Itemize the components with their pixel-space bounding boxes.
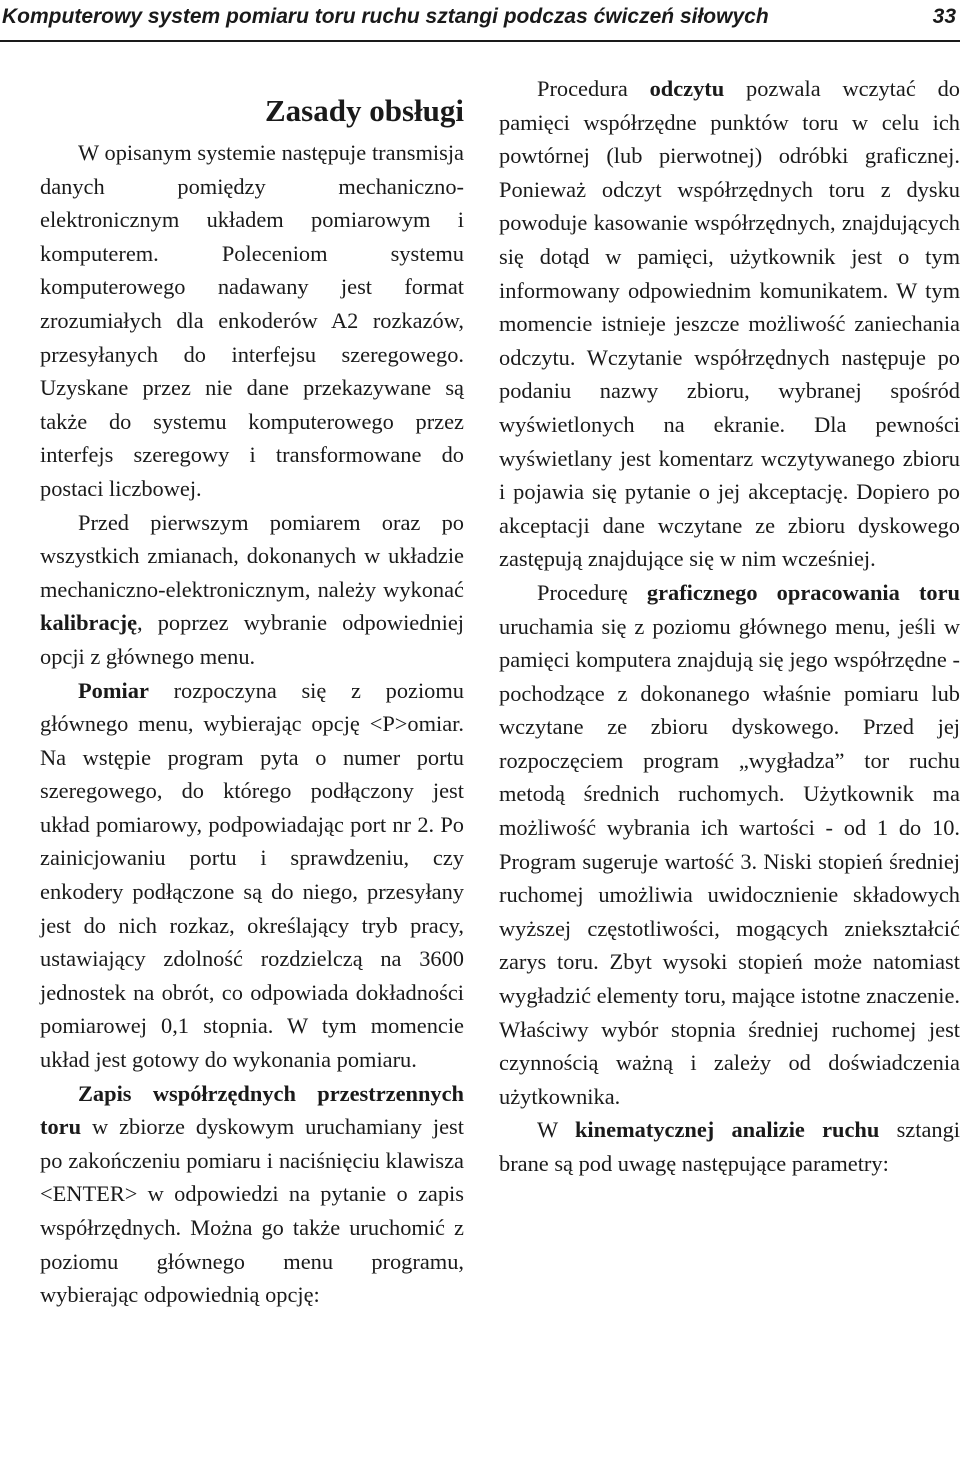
paragraph-calibration — [40, 506, 464, 674]
paragraph-measurement — [40, 674, 464, 1077]
text: w zbiorze dyskowym uruchamiany jest po zakończeniu pomiaru i naciśnięciu klawisza <ENTER> w odpowiedzi na pytanie o zapis współrzędnych. Można go także uruchomić z poziomu głównego menu programu, wybierając odpowiednią opcję: — [40, 1114, 464, 1308]
paragraph-transmission: W opisanym systemie następuje transmisja danych pomiędzy mechaniczno-elektronicznym układem pomiarowym i komputerem. Poleceniom systemu komputerowego nadawany jest format zrozumiałych dla enkoderów A2 rozkazów, przesyłanych do interfejsu szeregowego. Uzyskane przez nie dane przekazywane są także do systemu komputerowego przez interfejs szeregowy i transformowane do postaci liczbowej. — [40, 140, 464, 501]
text: sztangi brane są pod uwagę następujące parametry: — [499, 1117, 960, 1176]
text: W — [537, 1117, 575, 1143]
paragraph-kinematics — [499, 1113, 960, 1180]
header-rule — [0, 40, 960, 42]
running-header — [0, 0, 960, 34]
term-graphics: graficznego opracowania toru — [646, 579, 960, 605]
term-kinematics: kinematycznej analizie ruchu — [574, 1117, 880, 1143]
text: rozpoczyna się z poziomu głównego menu, wybierając opcję <P>omiar. Na wstępie program pyta o numer portu szeregowego, do którego podłączony jest układ pomiarowy, podpowiadając port nr 2. Po zainicjowaniu portu i sprawdzeniu, czy enkodery podłączone są do niego, przesyłany jest do nich rozkaz, określający tryb pracy, ustawiający zdolność rozdzielczą na 3600 jednostek na obrót, co odpowiada dokładności pomiarowej 0,1 stopnia. W tym momencie układ jest gotowy do wykonania pomiaru. — [40, 677, 464, 1073]
term-save: Zapis współrzędnych przestrzennych toru — [40, 1080, 464, 1140]
text: , poprzez wybranie odpowiedniej opcji z głównego menu. — [40, 610, 464, 669]
term-measurement: Pomiar — [78, 677, 149, 703]
term-read: odczytu — [649, 76, 725, 101]
text: uruchamia się z poziomu głównego menu, jeśli w pamięci komputera znajdują się jego współrzędne - pochodzące z dokonanego właśnie pomiaru lub wczytane ze zbioru dyskowego. Przed jej rozpoczęciem program „wygładza” tor ruchu metodą średnich ruchomych. Użytkownik ma możliwość wybrania ich wartości - od 1 do 10. Program sugeruje wartość 3. Niski stopień średniej ruchomej umożliwia uwidocznienie składowych wyższej częstotliwości, mogących zniekształcić zarys toru. Zbyt wysoki stopień może natomiast wygładzić elementy toru, mające istotne znaczenie. Właściwy wybór stopnia średniej ruchomej jest czynnością ważną i zależy od doświadczenia użytkownika. — [499, 613, 960, 1109]
text: pozwala wczytać do pamięci współrzędne punktów toru w celu ich powtórnej (lub pierwotnej) odróbki graficznej. Ponieważ odczyt współrzędnych toru z dysku powoduje kasowanie współrzędnych, znajdujących się dotąd w pamięci, użytkownik jest o tym informowany odpowiednim komunikatem. W tym momencie istnieje jeszcze możliwość zaniechania odczytu. Wczytanie współrzędnych następuje po podaniu nazwy zbioru, wybranej spośród wyświetlonych na ekranie. Dla pewności wyświetlany jest komentarz wczytywanego zbioru i pojawia się pytanie o jej akceptację. Dopiero po akceptacji dane wczytane ze zbioru dyskowego zastępują znajdujące się w nim wcześniej. — [499, 76, 960, 572]
paragraph-save — [40, 1077, 464, 1312]
text: Procedura — [537, 76, 650, 101]
paragraph-graphics — [499, 576, 960, 1114]
right-column — [499, 72, 960, 1181]
term-calibration: kalibrację — [40, 610, 138, 636]
left-column — [40, 60, 464, 1312]
text: Przed pierwszym pomiarem oraz po wszystkich zmianach, dokonanych w układzie mechaniczno-elektronicznym, należy wykonać — [40, 509, 464, 602]
text: Procedurę — [537, 579, 647, 605]
page-number: 33 — [932, 5, 956, 28]
paragraph-read — [499, 72, 960, 576]
running-title: Komputerowy system pomiaru toru ruchu sztangi podczas ćwiczeń siłowych — [2, 5, 769, 28]
section-title: Zasady obsługi — [264, 93, 464, 128]
